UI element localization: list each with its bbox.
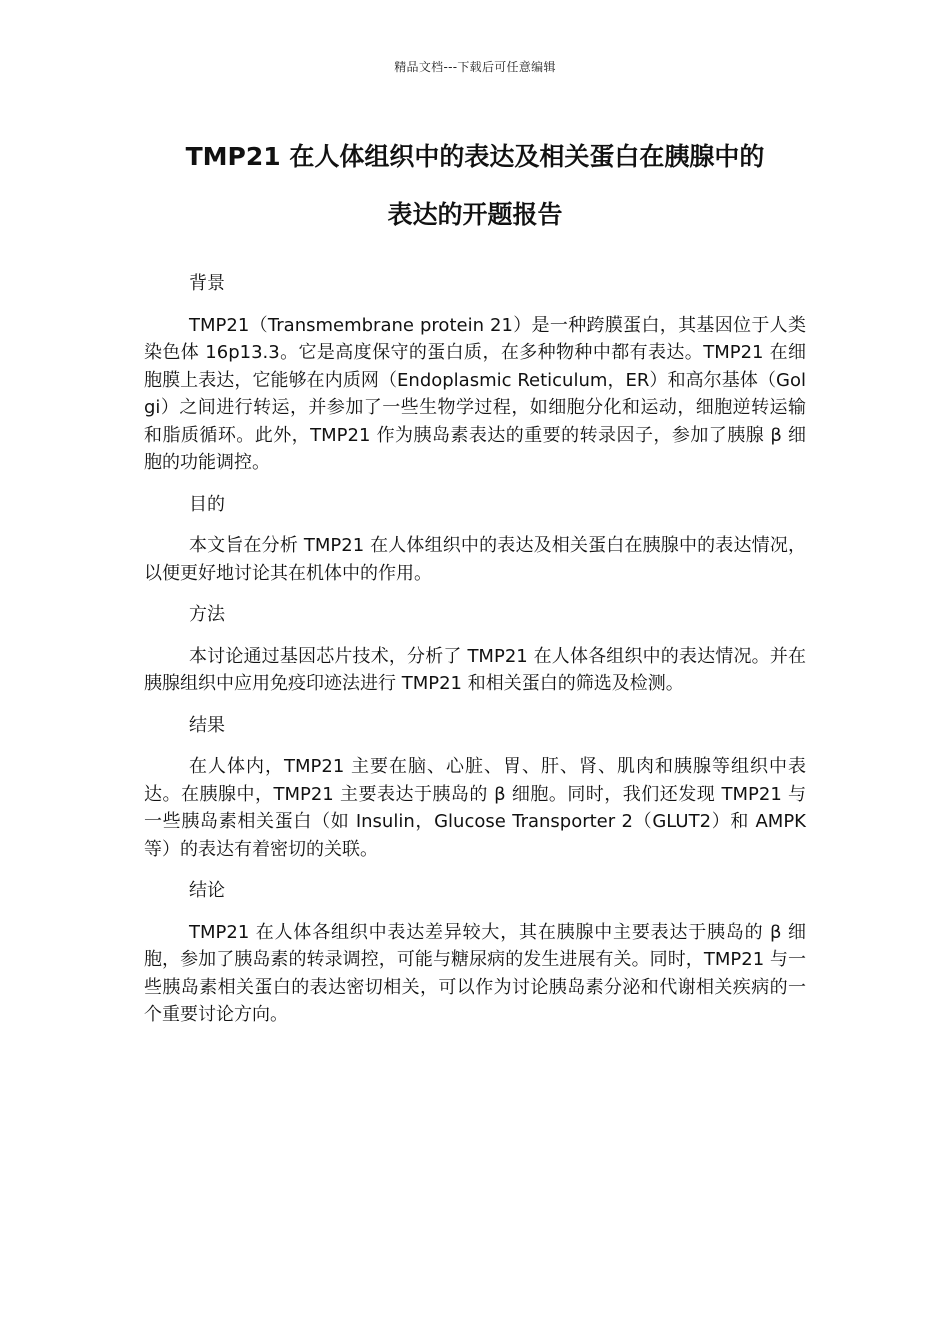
section-heading-method: 方法 — [189, 604, 225, 625]
section-purpose — [144, 491, 806, 588]
section-paragraph-method: 本讨论通过基因芯片技术，分析了 TMP21 在人体各组织中的表达情况。并在胰腺组织中应用免疫印迹法进行 TMP21 和相关蛋白的筛选及检测。 — [144, 645, 806, 694]
section-background — [144, 270, 806, 477]
document-title-line-1: TMP21 在人体组织中的表达及相关蛋白在胰腺中的 — [185, 142, 765, 171]
section-heading-conclusion: 结论 — [189, 880, 225, 901]
section-heading-results: 结果 — [189, 714, 225, 736]
section-paragraph-results: 在人体内，TMP21 主要在脑、心脏、胃、肝、肾、肌肉和胰腺等组织中表达。在胰腺中，TMP21 主要表达于胰岛的 β 细胞。同时，我们还发现 TMP21 与一些胰岛素相关蛋白（如 Insulin，Glucose Transporter 2（GLUT2）和 AMPK 等）的表达有着密切的关联。 — [144, 756, 806, 860]
section-results — [144, 712, 806, 864]
document-title — [144, 128, 806, 244]
document-body — [144, 270, 806, 1043]
section-paragraph-purpose: 本文旨在分析 TMP21 在人体组织中的表达及相关蛋白在胰腺中的表达情况，以便更好地讨论其在机体中的作用。 — [144, 535, 806, 584]
section-paragraph-conclusion: TMP21 在人体各组织中表达差异较大，其在胰腺中主要表达于胰岛的 β 细胞，参加了胰岛素的转录调控，可能与糖尿病的发生进展有关。同时，TMP21 与一些胰岛素相关蛋白的表达密切相关，可以作为讨论胰岛素分泌和代谢相关疾病的一个重要讨论方向。 — [144, 921, 806, 1025]
document-title-line-2: 表达的开题报告 — [387, 200, 563, 229]
header-watermark: 精品文档---下载后可任意编辑 — [394, 60, 556, 74]
section-heading-background: 背景 — [189, 273, 225, 294]
section-paragraph-background: TMP21（Transmembrane protein 21）是一种跨膜蛋白，其基因位于人类染色体 16p13.3。它是高度保守的蛋白质，在多种物种中都有表达。TMP21 在细胞膜上表达，它能够在内质网（Endoplasmic Reticulum，ER）和高尔基体（Golgi）之间进行转运，并参加了一些生物学过程，如细胞分化和运动，细胞逆转运输和脂质循环。此外，TMP21 作为胰岛素表达的重要的转录因子，参加了胰腺 β 细胞的功能调控。 — [144, 314, 806, 473]
section-heading-purpose: 目的 — [189, 493, 225, 515]
section-method — [144, 601, 806, 698]
section-conclusion — [144, 877, 806, 1029]
